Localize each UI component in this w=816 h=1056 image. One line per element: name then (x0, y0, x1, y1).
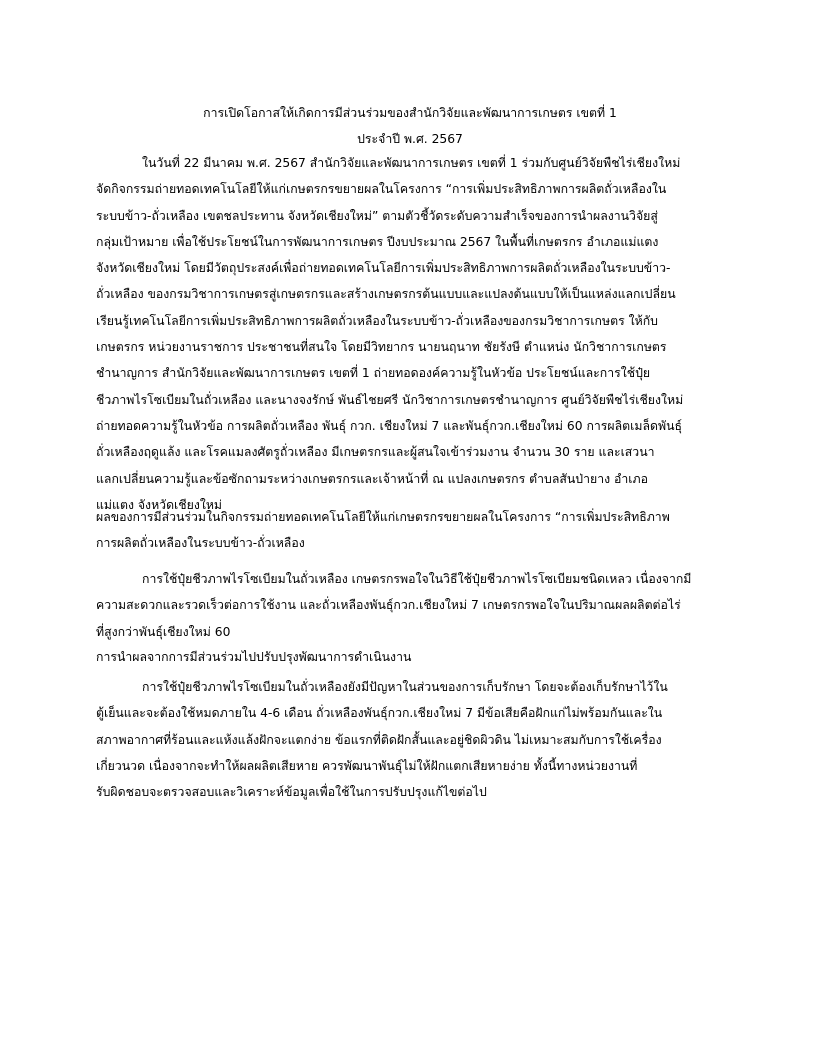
result-line: ความสะดวกและรวดเร็วต่อการใช้งาน และถั่วเหลืองพันธุ์กวก.เชียงใหม่ 7 เกษตรกรพอใจในปริมาณผลผลิตต่อไร่ (96, 598, 681, 613)
improve-line: ตู้เย็นและจะต้องใช้หมดภายใน 4-6 เดือน ถั่วเหลืองพันธุ์กวก.เชียงใหม่ 7 มีข้อเสียคือฝักแก่ไม่พร้อมกันและใน (96, 706, 663, 721)
document-title (96, 100, 724, 152)
improve-line: การใช้ปุ๋ยชีวภาพไรโซเบียมในถั่วเหลืองยังมีปัญหาในส่วนของการเก็บรักษา โดยจะต้องเก็บรักษาไว้ใน (142, 680, 668, 694)
intro-line: ชีวภาพไรโซเบียมในถั่วเหลือง และนางจงรักษ์ พันธ์ไชยศรี นักวิชาการเกษตรชำนาญการ ศูนย์วิจัยพืชไร่เชียงใหม่ (96, 392, 684, 407)
intro-line: เกษตรกร หน่วยงานราชการ ประชาชนที่สนใจ โดยมีวิทยากร นายนฤนาท ชัยรังษี ตำแหน่ง นักวิชาการเกษตร (96, 340, 667, 355)
intro-paragraph (96, 150, 724, 518)
improve-heading (96, 644, 724, 670)
intro-line: ถ่ายทอดความรู้ในหัวข้อ การผลิตถั่วเหลือง พันธุ์ กวก. เชียงใหม่ 7 และพันธุ์กวก.เชียงใหม่ 60 การผลิตเมล็ดพันธุ์ (96, 418, 682, 433)
title-line-2: ประจำปี พ.ศ. 2567 (357, 132, 463, 146)
intro-line: แม่แตง จังหวัดเชียงใหม่ (96, 497, 223, 512)
intro-line: ถั่วเหลือง ของกรมวิชาการเกษตรสู่เกษตรกรและสร้างเกษตรกรต้นแบบและแปลงต้นแบบให้เป็นแหล่งแลกเปลี่ยน (96, 287, 676, 302)
improve-line: สภาพอากาศที่ร้อนและแห้งแล้งฝักจะแตกง่าย ข้อแรกที่ติดฝักสั้นและอยู่ชิดผิวดิน ไม่เหมาะสมกับการใช้เครื่อง (96, 732, 662, 747)
result-paragraph (96, 566, 724, 645)
intro-line: กลุ่มเป้าหมาย เพื่อใช้ประโยชน์ในการพัฒนาการเกษตร ปีงบประมาณ 2567 ในพื้นที่เกษตรกร อำเภอแม่แตง (96, 234, 659, 249)
intro-line: จังหวัดเชียงใหม่ โดยมีวัตถุประสงค์เพื่อถ่ายทอดเทคโนโลยีการเพิ่มประสิทธิภาพการผลิตถั่วเหลืองในระบบข้าว- (96, 261, 671, 276)
intro-line: จัดกิจกรรมถ่ายทอดเทคโนโลยีให้แก่เกษตรกรขยายผลในโครงการ “การเพิ่มประสิทธิภาพการผลิตถั่วเหลืองใน (96, 182, 667, 197)
result-heading-line: ผลของการมีส่วนร่วมในกิจกรรมถ่ายทอดเทคโนโลยีให้แก่เกษตรกรขยายผลในโครงการ “การเพิ่มประสิทธิภาพ (96, 510, 670, 524)
improve-line: รับผิดชอบจะตรวจสอบและวิเคราะห์ข้อมูลเพื่อใช้ในการปรับปรุงแก้ไขต่อไป (96, 785, 487, 800)
document-page (96, 96, 724, 976)
intro-line: ชำนาญการ สำนักวิจัยและพัฒนาการเกษตร เขตที่ 1 ถ่ายทอดองค์ความรู้ในหัวข้อ ประโยชน์และการใช้ปุ๋ย (96, 366, 651, 381)
improve-line: เกี่ยวนวด เนื่องจากจะทำให้ผลผลิตเสียหาย ควรพัฒนาพันธุ์ไม่ให้ฝักแตกเสียหายง่าย ทั้งนี้ทางหน่วยงานที่ (96, 758, 638, 773)
intro-line: ถั่วเหลืองฤดูแล้ง และโรคแมลงศัตรูถั่วเหลือง มีเกษตรกรและผู้สนใจเข้าร่วมงาน จำนวน 30 ราย และเสวนา (96, 445, 655, 460)
result-line: ที่สูงกว่าพันธุ์เชียงใหม่ 60 (96, 624, 231, 639)
intro-line: เรียนรู้เทคโนโลยีการเพิ่มประสิทธิภาพการผลิตถั่วเหลืองในระบบข้าว-ถั่วเหลืองของกรมวิชาการเกษตร ให้กับ (96, 313, 658, 328)
title-line-1: การเปิดโอกาสให้เกิดการมีส่วนร่วมของสำนักวิจัยและพัฒนาการเกษตร เขตที่ 1 (203, 106, 617, 120)
result-heading (96, 504, 724, 557)
intro-line: ระบบข้าว-ถั่วเหลือง เขตชลประทาน จังหวัดเชียงใหม่” ตามตัวชี้วัดระดับความสำเร็จของการนำผลงานวิจัยสู่ (96, 208, 658, 223)
intro-line: แลกเปลี่ยนความรู้และข้อซักถามระหว่างเกษตรกรและเจ้าหน้าที่ ณ แปลงเกษตรกร ตำบลสันป่ายาง อำเภอ (96, 471, 649, 486)
result-line: การใช้ปุ๋ยชีวภาพไรโซเบียมในถั่วเหลือง เกษตรกรพอใจในวิธีใช้ปุ๋ยชีวภาพไรโซเบียมชนิดเหลว เนื่องจากมี (142, 572, 692, 586)
intro-line: ในวันที่ 22 มีนาคม พ.ศ. 2567 สำนักวิจัยและพัฒนาการเกษตร เขตที่ 1 ร่วมกับศูนย์วิจัยพืชไร่เชียงใหม่ (142, 156, 681, 170)
improve-paragraph (96, 674, 724, 805)
improve-heading-line: การนำผลจากการมีส่วนร่วมไปปรับปรุงพัฒนาการดำเนินงาน (96, 650, 412, 664)
result-heading-line: การผลิตถั่วเหลืองในระบบข้าว-ถั่วเหลือง (96, 536, 305, 551)
